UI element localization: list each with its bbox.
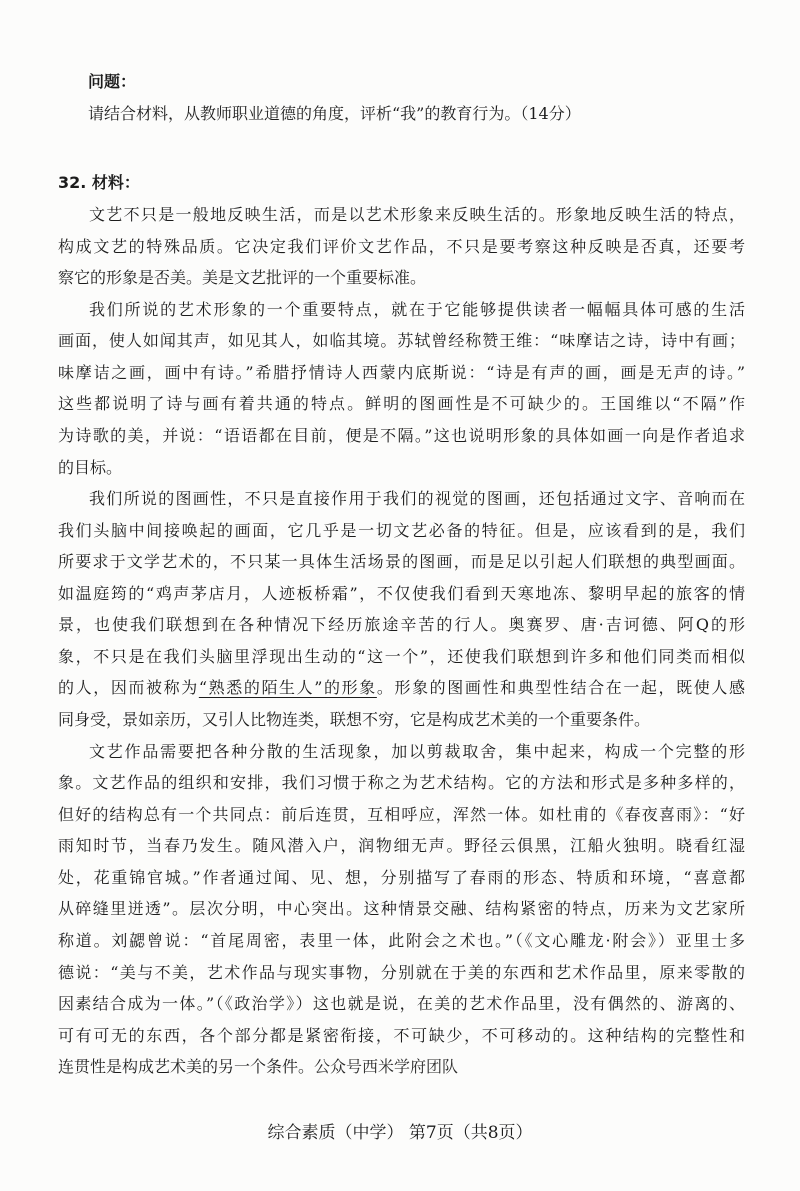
text-line: 象。文艺作品的组织和安排，我们习惯于称之为艺术结构。它的方法和形式是多种多样的，: [58, 773, 745, 793]
watermark-text: 公众号西米学府团队: [314, 1057, 459, 1077]
text-line: 处，花重锦官城。”作者通过闻、见、想，分别描写了春雨的形态、特质和环境，“喜意都: [58, 867, 745, 887]
text-line: 因素结合成为一体。”（《政治学》）这也就是说，在美的艺术作品里，没有偶然的、游离的、: [58, 994, 745, 1014]
text-line: 但好的结构总有一个共同点：前后连贯，互相呼应，浑然一体。如杜甫的《春夜喜雨》：“好: [58, 804, 745, 824]
item-32-heading: 32. 材料：: [58, 173, 140, 192]
text-line: 文艺不只是一般地反映生活，而是以艺术形象来反映生活的。形象地反映生活的特点，: [89, 205, 745, 224]
text-line: 我们所说的图画性，不只是直接作用于我们的视觉的图画，还包括通过文字、音响而在: [89, 489, 745, 509]
text-line: 同身受，景如亲历，又引人比物连类，联想不穷，它是构成艺术美的一个重要条件。: [58, 710, 651, 729]
text-line: 可有可无的东西，各个部分都是紧密衔接，不可缺少，不可移动的。这种结构的完整性和: [58, 1025, 745, 1045]
material-text: [58, 199, 745, 1083]
text-line: 文艺作品需要把各种分散的生活现象，加以剪裁取舍，集中起来，构成一个完整的形: [89, 741, 745, 761]
material-paragraph: [58, 736, 745, 1083]
text-segment: 连贯性是构成艺术美的另一个条件。: [58, 1057, 315, 1077]
underlined-phrase: “熟悉的陌生人”的形象: [198, 678, 377, 698]
material-paragraph: [58, 294, 745, 483]
text-line: 如温庭筠的“鸡声茅店月，人迹板桥霜”，不仅使我们看到天寒地冻、黎明早起的旅客的情: [58, 583, 745, 603]
text-line: [58, 672, 745, 704]
text-line: 景，也使我们联想到在各种情况下经历旅途辛苦的行人。奥赛罗、唐·吉诃德、阿Q的形: [58, 615, 745, 635]
text-line: 所要求于文学艺术的，不只某一具体生活场景的图画，而是足以引起人们联想的典型画面。: [58, 552, 745, 572]
text-line: 这些都说明了诗与画有着共通的特点。鲜明的图画性是不可缺少的。王国维以“不隔”作: [58, 394, 745, 414]
material-paragraph: [58, 483, 745, 736]
text-line: 的目标。: [58, 457, 123, 477]
question-prompt: 请结合材料，从教师职业道德的角度，评析“我”的教育行为。（14分）: [88, 104, 581, 123]
text-line: 称道。刘勰曾说：“首尾周密，表里一体，此附会之术也。”（《文心雕龙·附会》）亚里士多: [58, 930, 745, 950]
text-line: 象，不只是在我们头脑里浮现出生动的“这一个”，还使我们联想到许多和他们同类而相似: [58, 646, 745, 666]
question-block: [88, 66, 745, 130]
text-line: 从碎缝里迸透”。层次分明，中心突出。这种情景交融、结构紧密的特点，历来为文艺家所: [58, 899, 745, 919]
text-line: 构成文艺的特殊品质。它决定我们评价文艺作品，不只是要考察这种反映是否真，还要考: [58, 236, 745, 256]
text-line: [58, 1051, 745, 1083]
text-segment: 的人，因而被称为: [58, 678, 199, 698]
question-heading: 问题：: [88, 72, 137, 91]
text-line: 我们所说的艺术形象的一个重要特点，就在于它能够提供读者一幅幅具体可感的生活: [89, 299, 745, 319]
text-line: 我们头脑中间接唤起的画面，它几乎是一切文艺必备的特征。但是，应该看到的是，我们: [58, 520, 745, 540]
text-line: 察它的形象是否美。美是文艺批评的一个重要标准。: [58, 268, 427, 288]
text-line: 雨知时节，当春乃发生。随风潜入户，润物细无声。野径云俱黑，江船火独明。晓看红湿: [58, 836, 745, 856]
text-line: 为诗歌的美，并说：“语语都在目前，便是不隔。”这也说明形象的具体如画一向是作者追求: [58, 425, 745, 445]
material-paragraph: [58, 199, 745, 294]
text-segment: 。形象的图画性和典型性结合在一起，既使人感: [376, 678, 745, 698]
text-line: 画面，使人如闻其声，如见其人，如临其境。苏轼曾经称赞王维：“味摩诘之诗，诗中有画；: [58, 331, 745, 351]
text-line: 德说：“美与不美，艺术作品与现实事物，分别就在于美的东西和艺术作品里，原来零散的: [58, 962, 745, 982]
page-footer: 综合素质（中学） 第7页（共8页）: [267, 1123, 533, 1143]
text-line: 味摩诘之画，画中有诗。”希腊抒情诗人西蒙内底斯说：“诗是有声的画，画是无声的诗。”: [58, 362, 745, 382]
